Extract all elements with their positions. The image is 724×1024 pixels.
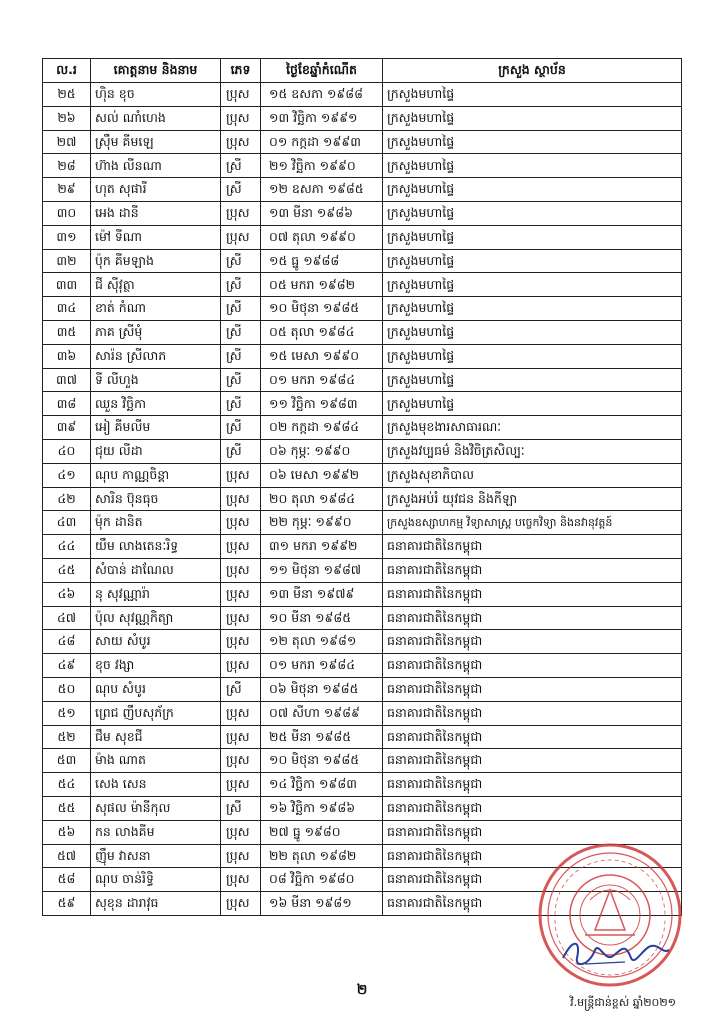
person-birth-date: ១៤ វិច្ឆិកា ១៩៨៣ — [261, 773, 383, 797]
person-institution: ធនាគារជាតិនៃកម្ពុជា — [383, 749, 682, 773]
table-row — [43, 654, 682, 678]
person-institution: ធនាគារជាតិនៃកម្ពុជា — [383, 701, 682, 725]
row-number: ៤៨ — [43, 630, 91, 654]
person-gender: ប្រុស — [221, 511, 261, 535]
row-number: ៥៦ — [43, 820, 91, 844]
table-row — [43, 297, 682, 321]
person-institution: ក្រសួងមហាផ្ទៃ — [383, 154, 682, 178]
person-name: សុផល ម៉ានីកុល — [91, 796, 221, 820]
person-institution: ធនាគារជាតិនៃកម្ពុជា — [383, 630, 682, 654]
person-gender: ស្រី — [221, 249, 261, 273]
person-gender: ស្រី — [221, 178, 261, 202]
table-row — [43, 154, 682, 178]
row-number: ៤៤ — [43, 535, 91, 559]
person-institution: ក្រសួងមហាផ្ទៃ — [383, 344, 682, 368]
person-birth-date: ១៥ មេសា ១៩៩០ — [261, 344, 383, 368]
person-birth-date: ១១ វិច្ឆិកា ១៩៨៣ — [261, 392, 383, 416]
row-number: ២៨ — [43, 154, 91, 178]
person-institution: ក្រសួងវប្បធម៌ និងវិចិត្រសិល្បៈ — [383, 439, 682, 463]
person-institution: ក្រសួងមុខងារសាធារណៈ — [383, 416, 682, 440]
header-gender: ភេទ — [221, 59, 261, 83]
page-number: ២ — [356, 982, 368, 998]
person-name: ណុប សំបូរ — [91, 677, 221, 701]
person-birth-date: ២២ កុម្ភៈ ១៩៩០ — [261, 511, 383, 535]
person-name: អៀ គីមលីម — [91, 416, 221, 440]
person-institution: ធនាគារជាតិនៃកម្ពុជា — [383, 558, 682, 582]
row-number: ៣៦ — [43, 344, 91, 368]
person-gender: ប្រុស — [221, 463, 261, 487]
row-number: ៥៧ — [43, 844, 91, 868]
person-name: សារិន ប៊ុនធុច — [91, 487, 221, 511]
person-gender: ស្រី — [221, 416, 261, 440]
person-gender: ស្រី — [221, 273, 261, 297]
row-number: ៣៩ — [43, 416, 91, 440]
row-number: ៣៥ — [43, 320, 91, 344]
table-row — [43, 83, 682, 107]
person-institution: ក្រសួងអប់រំ យុវជន និងកីឡា — [383, 487, 682, 511]
person-birth-date: ២២ តុលា ១៩៨២ — [261, 844, 383, 868]
person-name: នុ សុវណ្ណារ៉ា — [91, 582, 221, 606]
row-number: ៣១ — [43, 225, 91, 249]
person-gender: ប្រុស — [221, 654, 261, 678]
person-gender: ប្រុស — [221, 106, 261, 130]
table-row — [43, 368, 682, 392]
person-name: ខុច វង្សា — [91, 654, 221, 678]
table-row — [43, 487, 682, 511]
person-name: ជី ស៊ីវុត្ថា — [91, 273, 221, 297]
person-name: ជុយ លីដា — [91, 439, 221, 463]
person-institution: ក្រសួងសុខាភិបាល — [383, 463, 682, 487]
person-institution: ធនាគារជាតិនៃកម្ពុជា — [383, 892, 682, 916]
row-number: ៥៩ — [43, 892, 91, 916]
table-body — [43, 83, 682, 916]
row-number: ២៧ — [43, 130, 91, 154]
table-row — [43, 273, 682, 297]
table-row — [43, 344, 682, 368]
person-institution: ធនាគារជាតិនៃកម្ពុជា — [383, 725, 682, 749]
person-name: ព្រេជ ញឹបសុភ័ក្រ — [91, 701, 221, 725]
person-institution: ធនាគារជាតិនៃកម្ពុជា — [383, 844, 682, 868]
person-gender: ប្រុស — [221, 725, 261, 749]
person-gender: ស្រី — [221, 392, 261, 416]
row-number: ៤៣ — [43, 511, 91, 535]
person-name: សល់ ណាំហេង — [91, 106, 221, 130]
person-birth-date: ១៥ ធ្នូ ១៩៨៨ — [261, 249, 383, 273]
person-gender: ប្រុស — [221, 225, 261, 249]
person-birth-date: ៣១ មករា ១៩៩២ — [261, 535, 383, 559]
person-birth-date: ១៣ វិច្ឆិកា ១៩៩១ — [261, 106, 383, 130]
person-name: សេង សេន — [91, 773, 221, 797]
person-institution: ធនាគារជាតិនៃកម្ពុជា — [383, 582, 682, 606]
person-birth-date: ១២ ឧសភា ១៩៨៥ — [261, 178, 383, 202]
person-birth-date: ០១ មករា ១៩៨៤ — [261, 654, 383, 678]
row-number: ៤៦ — [43, 582, 91, 606]
signature-mark — [555, 928, 675, 976]
table-row — [43, 249, 682, 273]
person-name: ប៉ុក គីមឡាង — [91, 249, 221, 273]
row-number: ៣៧ — [43, 368, 91, 392]
person-institution: ក្រសួងមហាផ្ទៃ — [383, 130, 682, 154]
table-row — [43, 320, 682, 344]
person-birth-date: ០៥ មករា ១៩៨២ — [261, 273, 383, 297]
person-name: ណុប កាណ្ណចិន្តា — [91, 463, 221, 487]
person-gender: ប្រុស — [221, 201, 261, 225]
person-institution: ធនាគារជាតិនៃកម្ពុជា — [383, 535, 682, 559]
table-row — [43, 773, 682, 797]
row-number: ៣៨ — [43, 392, 91, 416]
person-gender: ស្រី — [221, 344, 261, 368]
table-row — [43, 725, 682, 749]
person-institution: ក្រសួងមហាផ្ទៃ — [383, 178, 682, 202]
person-institution: ក្រសួងមហាផ្ទៃ — [383, 273, 682, 297]
table-row — [43, 749, 682, 773]
row-number: ៤៥ — [43, 558, 91, 582]
row-number: ៥០ — [43, 677, 91, 701]
person-institution: ក្រសួងមហាផ្ទៃ — [383, 83, 682, 107]
person-gender: ស្រី — [221, 297, 261, 321]
row-number: ៥៤ — [43, 773, 91, 797]
person-name: អេង ដានី — [91, 201, 221, 225]
person-name: ណុប ចាន់រិទ្ធិ — [91, 868, 221, 892]
table-row — [43, 558, 682, 582]
header-dob: ថ្ងៃខែឆ្នាំកំណើត — [261, 59, 383, 83]
person-institution: ក្រសួងមហាផ្ទៃ — [383, 368, 682, 392]
table-row — [43, 701, 682, 725]
person-name: សុខុន ដារាវុធ — [91, 892, 221, 916]
person-institution: ក្រសួងមហាផ្ទៃ — [383, 106, 682, 130]
person-gender: ស្រី — [221, 320, 261, 344]
person-birth-date: ០៦ មេសា ១៩៩២ — [261, 463, 383, 487]
table-row — [43, 416, 682, 440]
person-institution: ក្រសួងមហាផ្ទៃ — [383, 320, 682, 344]
table-row — [43, 463, 682, 487]
table-row — [43, 130, 682, 154]
person-gender: ប្រុស — [221, 487, 261, 511]
person-gender: ប្រុស — [221, 582, 261, 606]
row-number: ៥២ — [43, 725, 91, 749]
person-name: ទី លីហួង — [91, 368, 221, 392]
person-birth-date: ១៣ មីនា ១៩៧៩ — [261, 582, 383, 606]
table-header-row — [43, 59, 682, 83]
row-number: ៣៤ — [43, 297, 91, 321]
person-institution: ក្រសួងឧស្សាហកម្ម វិទ្យាសាស្ត្រ បច្ចេកវិទ្យា និងនវានុវត្តន៍ — [383, 511, 682, 535]
person-institution: ធនាគារជាតិនៃកម្ពុជា — [383, 677, 682, 701]
person-name: ម៉ុក ដានិត — [91, 511, 221, 535]
person-institution: ក្រសួងមហាផ្ទៃ — [383, 297, 682, 321]
person-birth-date: ១៦ វិច្ឆិកា ១៩៨៦ — [261, 796, 383, 820]
header-no: ល.រ — [43, 59, 91, 83]
person-birth-date: ២៥ មីនា ១៩៨៥ — [261, 725, 383, 749]
table-row — [43, 511, 682, 535]
person-gender: ប្រុស — [221, 535, 261, 559]
person-institution: ធនាគារជាតិនៃកម្ពុជា — [383, 606, 682, 630]
person-gender: ប្រុស — [221, 892, 261, 916]
table-row — [43, 630, 682, 654]
person-birth-date: ១១ មិថុនា ១៩៨៧ — [261, 558, 383, 582]
person-name: ប៉ុល សុវណ្ណកិត្យា — [91, 606, 221, 630]
personnel-table — [42, 58, 682, 916]
table-row — [43, 535, 682, 559]
person-gender: ប្រុស — [221, 844, 261, 868]
person-gender: ប្រុស — [221, 773, 261, 797]
row-number: ៥៥ — [43, 796, 91, 820]
row-number: ៥១ — [43, 701, 91, 725]
person-gender: ប្រុស — [221, 83, 261, 107]
row-number: ៤១ — [43, 463, 91, 487]
person-gender: ប្រុស — [221, 820, 261, 844]
person-name: ភាគ ស្រីមុំ — [91, 320, 221, 344]
person-gender: ស្រី — [221, 796, 261, 820]
row-number: ២៦ — [43, 106, 91, 130]
person-name: ឈួន វិច្ឆិកា — [91, 392, 221, 416]
person-name: ញ៉ឹម វាសនា — [91, 844, 221, 868]
person-institution: ធនាគារជាតិនៃកម្ពុជា — [383, 773, 682, 797]
person-gender: ប្រុស — [221, 749, 261, 773]
person-gender: ប្រុស — [221, 701, 261, 725]
person-name: ជឹម សុខជី — [91, 725, 221, 749]
row-number: ៣០ — [43, 201, 91, 225]
person-name: សាយ សំបូរ — [91, 630, 221, 654]
person-name: ម៉ាង ណាត — [91, 749, 221, 773]
person-name: កន លាងគីម — [91, 820, 221, 844]
header-name: គោត្តនាម និងនាម — [91, 59, 221, 83]
table-row — [43, 225, 682, 249]
person-gender: ប្រុស — [221, 558, 261, 582]
person-institution: ធនាគារជាតិនៃកម្ពុជា — [383, 820, 682, 844]
person-birth-date: ០៧ តុលា ១៩៩០ — [261, 225, 383, 249]
person-birth-date: ០១ កក្កដា ១៩៩៣ — [261, 130, 383, 154]
person-birth-date: ២១ វិច្ឆិកា ១៩៩០ — [261, 154, 383, 178]
person-gender: ស្រី — [221, 368, 261, 392]
row-number: ៤៩ — [43, 654, 91, 678]
person-birth-date: ១៥ ឧសភា ១៩៨៨ — [261, 83, 383, 107]
person-birth-date: ០៥ តុលា ១៩៨៤ — [261, 320, 383, 344]
row-number: ៣២ — [43, 249, 91, 273]
table-row — [43, 439, 682, 463]
person-birth-date: ១០ មិថុនា ១៩៨៥ — [261, 749, 383, 773]
person-gender: ប្រុស — [221, 630, 261, 654]
person-name: ហ៊ិន ខុច — [91, 83, 221, 107]
person-institution: ធនាគារជាតិនៃកម្ពុជា — [383, 868, 682, 892]
person-gender: ប្រុស — [221, 130, 261, 154]
person-birth-date: ១៦ មីនា ១៩៨១ — [261, 892, 383, 916]
person-institution: ក្រសួងមហាផ្ទៃ — [383, 249, 682, 273]
person-name: សំបាន់ ដាណែល — [91, 558, 221, 582]
person-name: សារ៉ន ស្រីលាភ — [91, 344, 221, 368]
person-gender: ប្រុស — [221, 606, 261, 630]
person-institution: ក្រសួងមហាផ្ទៃ — [383, 225, 682, 249]
person-birth-date: ២៧ ធ្នូ ១៩៨០ — [261, 820, 383, 844]
person-birth-date: ១០ មិថុនា ១៩៨៥ — [261, 297, 383, 321]
person-birth-date: ១២ តុលា ១៩៨១ — [261, 630, 383, 654]
person-birth-date: ១០ មីនា ១៩៨៥ — [261, 606, 383, 630]
person-birth-date: ០៨ វិច្ឆិកា ១៩៨០ — [261, 868, 383, 892]
person-birth-date: ០១ មករា ១៩៨៤ — [261, 368, 383, 392]
person-birth-date: ០៦ មិថុនា ១៩៨៥ — [261, 677, 383, 701]
table-row — [43, 796, 682, 820]
person-institution: ធនាគារជាតិនៃកម្ពុជា — [383, 796, 682, 820]
person-name: យឹម លាងតេនៈរិទ្ធ — [91, 535, 221, 559]
person-birth-date: ០៦ កុម្ភៈ ១៩៩០ — [261, 439, 383, 463]
person-name: ហុត សុផារី — [91, 178, 221, 202]
person-birth-date: ០៧ សីហា ១៩៨៩ — [261, 701, 383, 725]
row-number: ៤៧ — [43, 606, 91, 630]
person-birth-date: ១៣ មីនា ១៩៨៦ — [261, 201, 383, 225]
person-gender: ប្រុស — [221, 868, 261, 892]
row-number: ៣៣ — [43, 273, 91, 297]
person-birth-date: ០២ កក្កដា ១៩៨៤ — [261, 416, 383, 440]
row-number: ៥៨ — [43, 868, 91, 892]
row-number: ២៥ — [43, 83, 91, 107]
header-institution: ក្រសួង ស្ថាប័ន — [383, 59, 682, 83]
person-name: ម៉ៅ ទីណា — [91, 225, 221, 249]
row-number: ៤០ — [43, 439, 91, 463]
person-name: ស្រ៊ឹម គីមឡេ — [91, 130, 221, 154]
person-institution: ក្រសួងមហាផ្ទៃ — [383, 392, 682, 416]
person-gender: ស្រី — [221, 677, 261, 701]
row-number: ៤២ — [43, 487, 91, 511]
table-row — [43, 178, 682, 202]
footer-reference: វិ.មន្ត្រីជាន់ខ្ពស់ ឆ្នាំ២០២១ — [570, 996, 676, 1009]
person-institution: ធនាគារជាតិនៃកម្ពុជា — [383, 654, 682, 678]
table-row — [43, 201, 682, 225]
table-row — [43, 606, 682, 630]
person-gender: ស្រី — [221, 154, 261, 178]
table-row — [43, 106, 682, 130]
person-birth-date: ២០ តុលា ១៩៨៤ — [261, 487, 383, 511]
person-name: ខាត់ កំណា — [91, 297, 221, 321]
row-number: ២៩ — [43, 178, 91, 202]
table-row — [43, 582, 682, 606]
table-row — [43, 392, 682, 416]
table-row — [43, 677, 682, 701]
person-name: ហ៊ាង លីនណា — [91, 154, 221, 178]
person-gender: ស្រី — [221, 439, 261, 463]
person-institution: ក្រសួងមហាផ្ទៃ — [383, 201, 682, 225]
row-number: ៥៣ — [43, 749, 91, 773]
